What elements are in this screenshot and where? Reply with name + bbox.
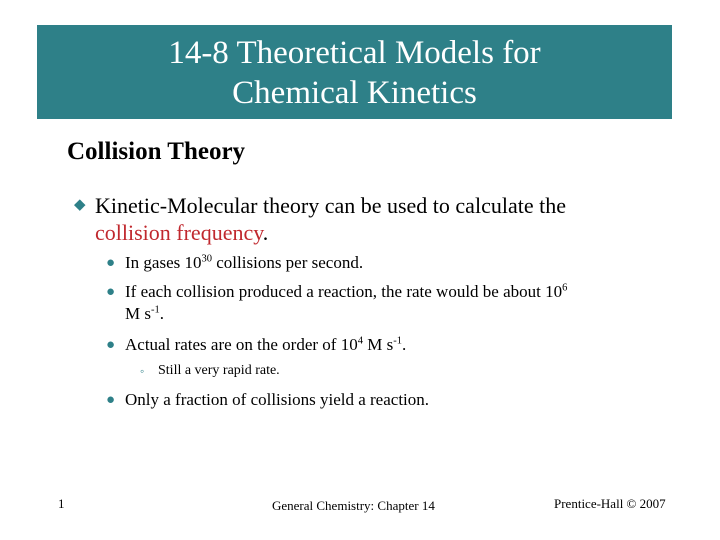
section-heading: Collision Theory — [67, 138, 246, 165]
slide-title-line1: 14-8 Theoretical Models for — [168, 35, 541, 71]
slide-title-line2: Chemical Kinetics — [232, 75, 477, 111]
slide-title — [37, 33, 672, 113]
dot-bullet-icon: ● — [106, 255, 116, 271]
title-bar — [37, 25, 672, 119]
page-number: 1 — [58, 496, 65, 511]
sub-bullet-rate-text: If each collision produced a reaction, the rate would be about $10^6$ M $s^{-1}$. — [125, 282, 568, 323]
footer-chapter: General Chemistry: Chapter 14 — [272, 498, 435, 513]
footer-copyright: Prentice-Hall © 2007 — [554, 496, 666, 511]
sub-bullet-actual-text: Actual rates are on the order of $10^4$ M $s^{-1}$. — [125, 335, 407, 354]
main-bullet-text — [95, 192, 635, 246]
circle-bullet-icon: ◦ — [140, 364, 145, 378]
dot-bullet-icon: ● — [106, 284, 116, 300]
sub-sub-bullet-text: Still a very rapid rate. — [158, 363, 280, 378]
collision-frequency-term: collision frequency — [95, 220, 263, 245]
diamond-bullet-icon: ◆ — [74, 197, 86, 213]
sub-bullet-gases-text: In gases $10^{30}$ collisions per second. — [125, 253, 364, 272]
main-bullet-text-end: . — [262, 220, 269, 245]
sub-bullet-fraction-text: Only a fraction of collisions yield a reaction. — [125, 390, 430, 409]
dot-bullet-icon: ● — [106, 392, 116, 408]
main-bullet-text-start: Kinetic-Molecular theory can be used to calculate the — [95, 193, 566, 218]
dot-bullet-icon: ● — [106, 337, 116, 353]
